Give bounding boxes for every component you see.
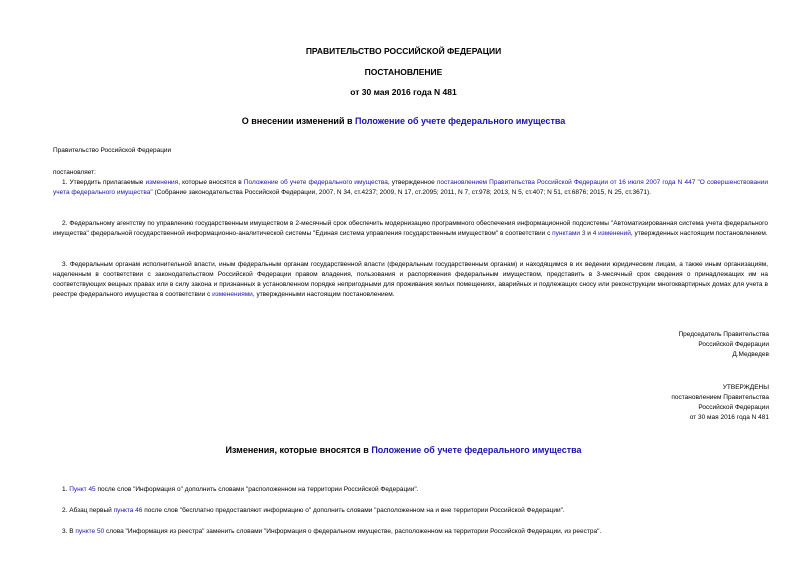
approval-date: от 30 мая 2016 года N 481 xyxy=(689,414,769,421)
approval-block xyxy=(671,383,769,423)
c2-text-b: после слов "бесплатно предоставляют информацию о" дополнить словами "расположенном на и вне территории Российской Федерации". xyxy=(142,507,565,514)
doc-type-heading: ПОСТАНОВЛЕНИЕ xyxy=(364,67,443,77)
decides-line: постановляет: xyxy=(53,169,96,176)
p2-link-points-3[interactable]: пунктами 3 xyxy=(552,230,586,237)
signature-position: Председатель Правительства xyxy=(678,331,769,338)
c1-link[interactable]: Пункт 45 xyxy=(69,486,96,493)
c3-text-a: 3. В xyxy=(62,528,76,535)
changes-title-prefix: Изменения, которые вносятся в xyxy=(225,445,372,455)
c2-text-a: 2. Абзац первый xyxy=(62,507,114,514)
c1-text-a: 1. xyxy=(62,486,70,493)
changes-title-link[interactable]: Положение об учете федерального имущества xyxy=(371,445,582,455)
c1-text-b: после слов "Информация о" дополнить словами "расположенном на территории Российской Федерации". xyxy=(95,486,419,493)
c3-text-b: слова "Информация из реестра" заменить словами "Информация о федеральном имуществе, расположенном на территории Российской Федерации, из реестра". xyxy=(104,528,602,535)
change-item-2 xyxy=(53,506,768,516)
c3-link[interactable]: пункте 50 xyxy=(75,528,105,535)
government-heading: ПРАВИТЕЛЬСТВО РОССИЙСКОЙ ФЕДЕРАЦИИ xyxy=(305,46,502,56)
paragraph-1 xyxy=(53,178,768,198)
approval-country: Российской Федерации xyxy=(698,404,769,411)
p1-link-changes[interactable]: изменения xyxy=(145,179,179,186)
p1-link-resolution[interactable]: постановлением Правительства Российской Федерации от 16 июля 2007 года N 447 "О совершенствовании учета федерального имущества" xyxy=(53,179,768,196)
p2-link-changes-4[interactable]: 4 изменений xyxy=(592,230,631,237)
p3-link-changes[interactable]: изменениями xyxy=(212,291,253,298)
p2-text-b: и xyxy=(585,230,593,237)
paragraph-3 xyxy=(53,260,768,300)
signature-name: Д.Медведев xyxy=(732,351,769,358)
date-line: от 30 мая 2016 года N 481 xyxy=(350,87,457,97)
approval-by: постановлением Правительства xyxy=(671,394,769,401)
signature-block xyxy=(678,330,769,360)
p1-text-c: , утвержденное xyxy=(387,179,437,186)
change-item-1 xyxy=(53,485,768,495)
approval-heading: УТВЕРЖДЕНЫ xyxy=(722,384,769,391)
p3-text-b: , утвержденными настоящим постановлением. xyxy=(252,291,395,298)
p2-text-a: 2. Федеральному агентству по управлению государственным имуществом в 2-месячный срок обеспечить модернизацию программного обеспечения информационной подсистемы "Автоматизированная система учета федерального имущества" федеральной государственной информационно-аналитической системы "Единая система управления государственным имуществом" в соответствии с xyxy=(53,220,768,237)
p1-link-regulation[interactable]: Положение об учете федерального имущества xyxy=(243,179,388,186)
p1-text-a: 1. Утвердить прилагаемые xyxy=(62,179,146,186)
p2-text-c: , утвержденных настоящим постановлением. xyxy=(630,230,768,237)
paragraph-2 xyxy=(53,219,768,239)
p3-text-a: 3. Федеральным органам исполнительной власти, иным федеральным органам государственной власти (федеральным государственным органам) и находящимся в их ведении юридическим лицам, а также иным организациям, наделенным в соответствии с законодательством Российской Федерации правом владения, пользования и распоряжения федеральным имуществом, представить в 3-месячный срок сведения о принадлежащих им на соответствующих вещных правах или в силу закона и признанных в установленном порядке непригодными для проживания жилых помещениях, аварийных и подлежащих сносу или реконструкции многоквартирных домах для учета в реестре федерального имущества в соответствии с xyxy=(53,261,768,298)
p1-text-b: , которые вносятся в xyxy=(178,179,244,186)
change-item-3 xyxy=(53,527,768,537)
changes-title xyxy=(0,445,807,455)
p1-text-d: (Собрание законодательства Российской Федерации, 2007, N 34, ст.4237; 2009, N 17, ст.2095; 2011, N 7, ст.978; 2013, N 5, ст.407; N 51, ст.6876; 2015, N 25, ст.3671). xyxy=(152,189,651,196)
document-title xyxy=(0,116,807,126)
title-prefix: О внесении изменений в xyxy=(241,116,356,126)
signature-country: Российской Федерации xyxy=(698,341,769,348)
title-link[interactable]: Положение об учете федерального имущества xyxy=(355,116,566,126)
c2-link[interactable]: пункта 46 xyxy=(113,507,143,514)
issuer-line: Правительство Российской Федерации xyxy=(53,147,172,154)
